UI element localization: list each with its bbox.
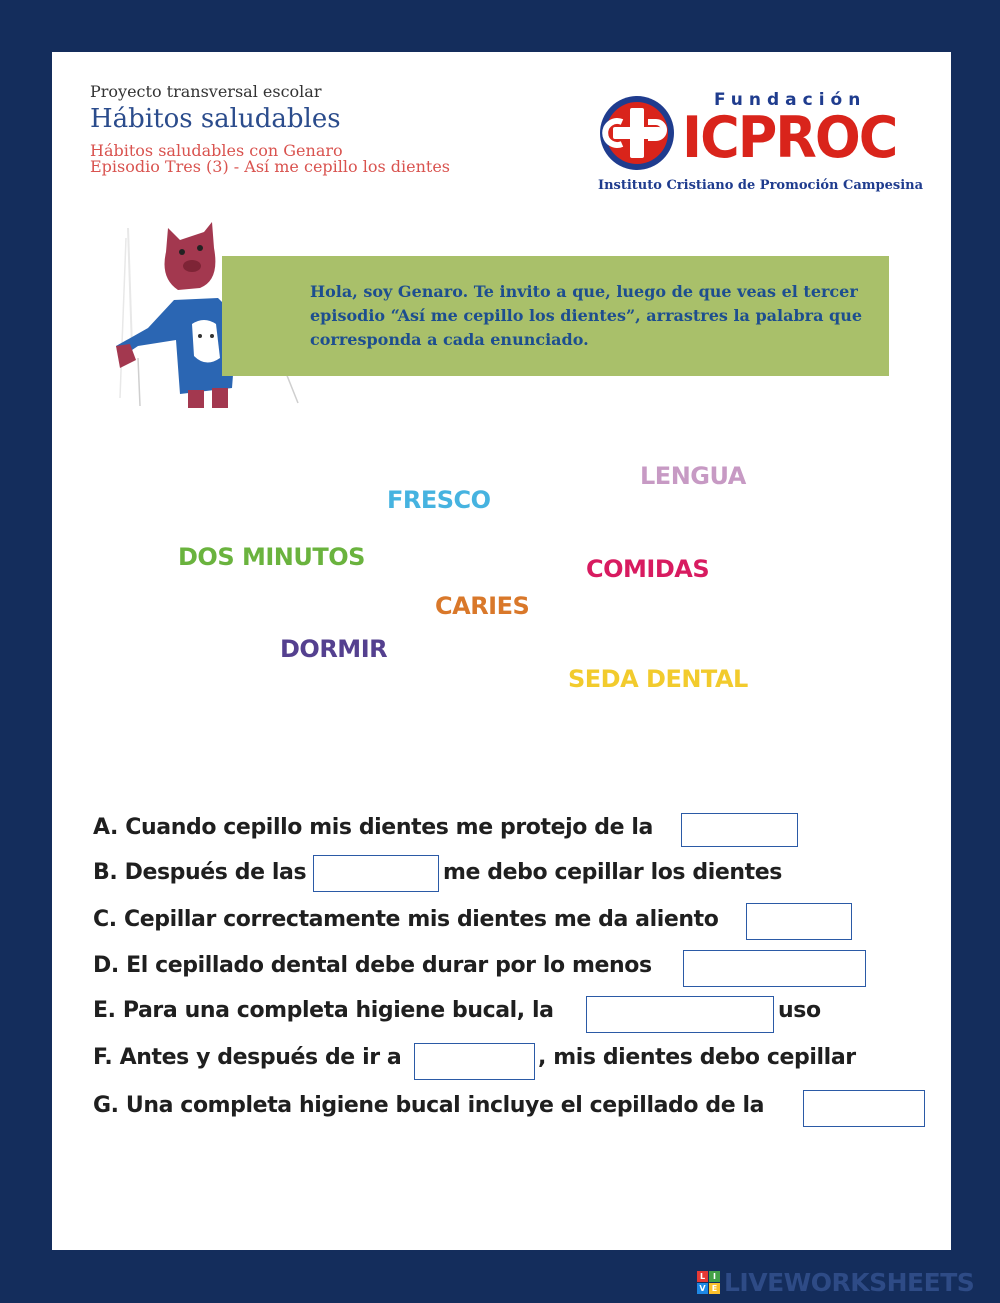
logo-name: ICPROC [682,104,897,171]
answer-box-g[interactable] [803,1090,925,1127]
question-d: D. El cepillado dental debe durar por lo menos [93,953,652,978]
series-subtitle: Hábitos saludables con Genaro [90,141,343,160]
question-f-end: , mis dientes debo cepillar [538,1045,856,1070]
logo-full-name: Instituto Cristiano de Promoción Campesina [598,178,924,193]
liveworksheets-logo[interactable] [697,1268,974,1297]
question-b: B. Después de las [93,860,307,885]
question-b-end: me debo cepillar los dientes [443,860,782,885]
liveworksheets-brand: LIVEWORKSHEETS [724,1268,975,1297]
question-e: E. Para una completa higiene bucal, la [93,998,554,1023]
answer-box-e[interactable] [586,996,774,1033]
word-lengua[interactable]: LENGUA [640,462,746,490]
logo-prefix: Fundación [714,90,867,110]
icproc-logo [596,88,924,200]
answer-box-a[interactable] [681,813,798,847]
question-e-end: uso [778,998,821,1023]
cube-letter-i: I [709,1271,720,1282]
instructions-text: Hola, soy Genaro. Te invito a que, luego de que veas el tercer episodio “Así me cepillo los dientes”, arrastres la palabra que corresponda a cada enunciado. [310,282,863,349]
icproc-emblem-icon [598,94,676,172]
project-label: Proyecto transversal escolar [90,82,322,101]
word-comidas[interactable]: COMIDAS [586,555,710,583]
cube-letter-e: E [709,1283,720,1294]
question-a: A. Cuando cepillo mis dientes me protejo de la [93,815,653,840]
word-caries[interactable]: CARIES [435,592,530,620]
cube-letter-l: L [697,1271,708,1282]
question-f: F. Antes y después de ir a [93,1045,402,1070]
liveworksheets-cube-icon [697,1271,720,1294]
page-title: Hábitos saludables [90,104,341,134]
answer-box-f[interactable] [414,1043,535,1080]
episode-subtitle: Episodio Tres (3) - Así me cepillo los dientes [90,157,451,176]
word-dormir[interactable]: DORMIR [280,635,388,663]
question-g: G. Una completa higiene bucal incluye el cepillado de la [93,1093,765,1118]
word-fresco[interactable]: FRESCO [387,486,491,514]
question-c: C. Cepillar correctamente mis dientes me da aliento [93,907,719,932]
answer-box-d[interactable] [683,950,866,987]
cube-letter-v: V [697,1283,708,1294]
answer-box-c[interactable] [746,903,852,940]
answer-box-b[interactable] [313,855,439,892]
instructions-box [222,256,889,376]
word-dos-minutos[interactable]: DOS MINUTOS [178,543,365,571]
word-seda-dental[interactable]: SEDA DENTAL [568,665,748,693]
